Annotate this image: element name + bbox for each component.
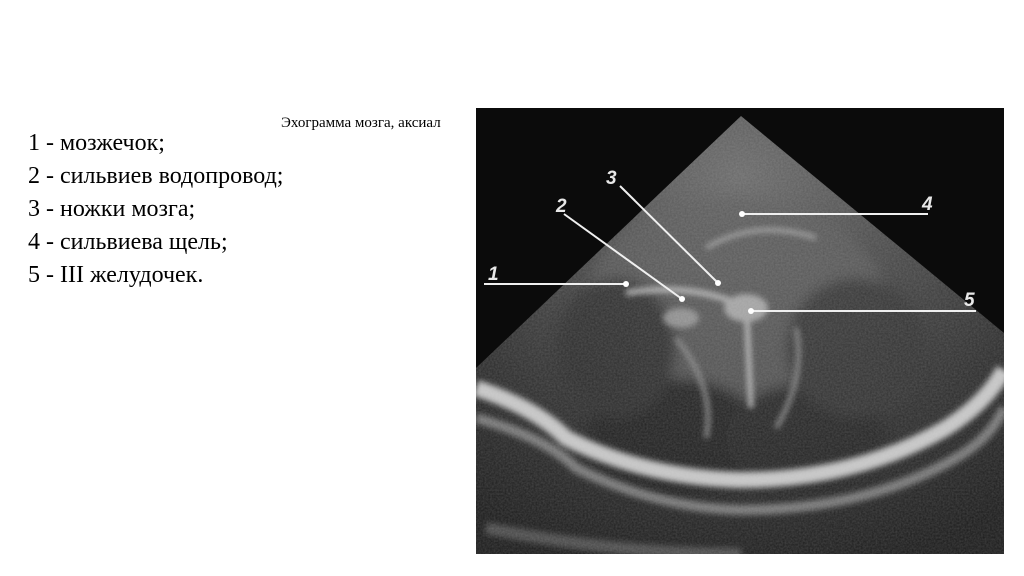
ultrasound-image — [476, 108, 1004, 554]
marker-dot-1 — [623, 281, 629, 287]
marker-label-2: 2 — [556, 196, 567, 217]
marker-dot-4 — [739, 211, 745, 217]
image-caption: Эхограмма мозга, аксиал — [281, 115, 441, 131]
marker-label-4: 4 — [922, 194, 933, 215]
marker-dot-2 — [679, 296, 685, 302]
legend-item-sylvian-fissure: 4 - сильвиева щель; — [28, 229, 228, 255]
marker-dot-3 — [715, 280, 721, 286]
legend-item-cerebellum: 1 - мозжечок; — [28, 130, 165, 156]
legend-list — [28, 127, 283, 292]
marker-dot-5 — [748, 308, 754, 314]
marker-label-1: 1 — [488, 264, 499, 285]
legend-item-third-ventricle: 5 - III желудочек. — [28, 262, 204, 288]
legend-item-aqueduct: 2 - сильвиев водопровод; — [28, 163, 284, 189]
marker-label-5: 5 — [964, 290, 975, 311]
marker-label-3: 3 — [606, 168, 617, 189]
legend-item-cerebral-peduncles: 3 - ножки мозга; — [28, 196, 196, 222]
